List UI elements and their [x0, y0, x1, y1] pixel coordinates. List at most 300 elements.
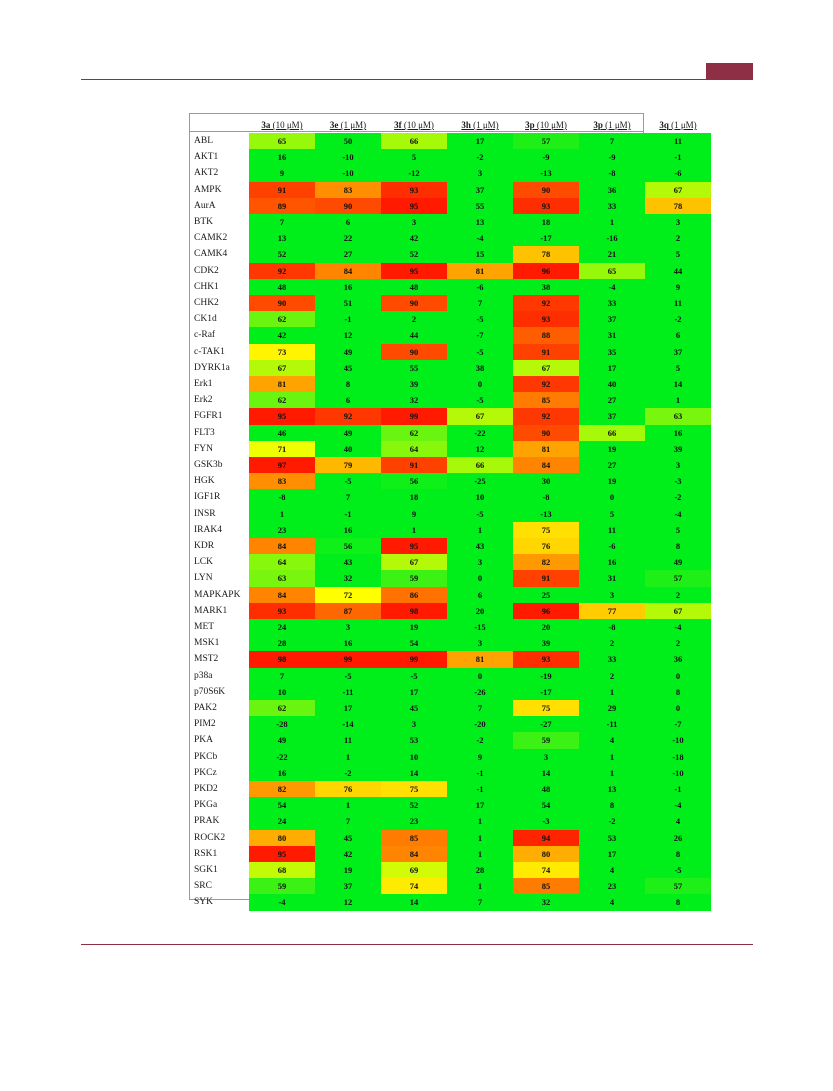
- table-row: [190, 554, 683, 570]
- inhibition-cell: 1: [447, 813, 513, 829]
- inhibition-cell: 0: [645, 700, 711, 716]
- inhibition-cell: -4: [645, 797, 711, 813]
- inhibition-cell: 9: [645, 279, 711, 295]
- table-row: [190, 603, 683, 619]
- inhibition-cell: 8: [645, 684, 711, 700]
- inhibition-cell: 27: [579, 392, 645, 408]
- inhibition-cell: 1: [447, 522, 513, 538]
- table-row: [190, 198, 683, 214]
- inhibition-cell: 14: [381, 765, 447, 781]
- inhibition-cell: 89: [249, 198, 315, 214]
- inhibition-cell: 0: [447, 570, 513, 586]
- inhibition-cell: 93: [513, 651, 579, 667]
- inhibition-cell: 12: [447, 441, 513, 457]
- table-row: [190, 765, 684, 781]
- inhibition-cell: -1: [447, 781, 513, 797]
- inhibition-cell: 9: [447, 749, 513, 765]
- table-row: [190, 878, 683, 894]
- inhibition-cell: 7: [447, 295, 513, 311]
- inhibition-cell: -22: [447, 425, 513, 441]
- inhibition-cell: 7: [249, 214, 315, 230]
- inhibition-cell: 8: [315, 376, 381, 392]
- table-row: [190, 651, 683, 667]
- inhibition-cell: 45: [315, 830, 381, 846]
- inhibition-cell: 11: [315, 732, 381, 748]
- kinase-label: PKCb: [194, 751, 218, 762]
- inhibition-cell: 86: [381, 587, 447, 603]
- inhibition-cell: 7: [447, 894, 513, 910]
- kinase-label: c-Raf: [194, 330, 216, 341]
- inhibition-cell: 80: [249, 830, 315, 846]
- inhibition-cell: 87: [315, 603, 381, 619]
- inhibition-cell: 5: [381, 149, 447, 165]
- kinase-label: CAMK4: [194, 249, 228, 260]
- table-row: [190, 165, 682, 181]
- inhibition-cell: 3: [645, 214, 711, 230]
- table-row: [190, 457, 681, 473]
- inhibition-cell: 93: [381, 182, 447, 198]
- inhibition-cell: -4: [447, 230, 513, 246]
- column-header: [447, 114, 513, 132]
- inhibition-cell: 8: [645, 846, 711, 862]
- kinase-label: SGK1: [194, 865, 218, 875]
- kinase-label: FYN: [194, 443, 214, 454]
- inhibition-cell: 81: [513, 441, 579, 457]
- inhibition-cell: 3: [447, 554, 513, 570]
- inhibition-cell: 16: [579, 554, 645, 570]
- inhibition-cell: 13: [447, 214, 513, 230]
- inhibition-cell: 17: [579, 360, 645, 376]
- inhibition-cell: 12: [315, 894, 381, 910]
- inhibition-cell: 2: [645, 587, 711, 603]
- inhibition-cell: 13: [249, 230, 315, 246]
- inhibition-cell: 66: [447, 457, 513, 473]
- inhibition-cell: -2: [645, 311, 711, 327]
- inhibition-cell: 3: [579, 587, 645, 603]
- column-header: [513, 114, 579, 132]
- inhibition-cell: 3: [513, 749, 579, 765]
- inhibition-cell: 1: [447, 846, 513, 862]
- inhibition-cell: 80: [513, 846, 579, 862]
- inhibition-cell: 84: [315, 263, 381, 279]
- inhibition-cell: 65: [249, 133, 315, 149]
- kinase-label: CK1d: [194, 314, 217, 325]
- inhibition-cell: 18: [513, 214, 579, 230]
- inhibition-cell: 7: [249, 668, 315, 684]
- inhibition-cell: 90: [513, 182, 579, 198]
- inhibition-cell: 74: [381, 878, 447, 894]
- inhibition-cell: 14: [513, 765, 579, 781]
- inhibition-cell: 90: [381, 344, 447, 360]
- inhibition-cell: 17: [579, 846, 645, 862]
- inhibition-cell: 54: [513, 797, 579, 813]
- inhibition-cell: -10: [645, 732, 711, 748]
- inhibition-cell: 91: [249, 182, 315, 198]
- kinase-label: SYK: [194, 897, 214, 908]
- kinase-label: MST2: [194, 654, 219, 665]
- inhibition-cell: 68: [249, 862, 315, 878]
- inhibition-cell: 67: [513, 360, 579, 376]
- inhibition-cell: 45: [381, 700, 447, 716]
- table-row: [190, 489, 682, 505]
- inhibition-cell: 16: [249, 765, 315, 781]
- inhibition-cell: 48: [513, 781, 579, 797]
- inhibition-cell: 48: [249, 279, 315, 295]
- inhibition-cell: 20: [513, 619, 579, 635]
- kinase-label: CAMK2: [194, 233, 228, 244]
- compound-id: 3a: [261, 120, 271, 130]
- inhibition-cell: 20: [447, 603, 513, 619]
- inhibition-cell: 1: [315, 797, 381, 813]
- inhibition-cell: 11: [645, 133, 711, 149]
- inhibition-cell: 8: [645, 538, 711, 554]
- kinase-label: AurA: [194, 200, 216, 211]
- inhibition-cell: 0: [447, 668, 513, 684]
- inhibition-cell: 66: [579, 425, 645, 441]
- table-row: [190, 408, 683, 424]
- inhibition-cell: 99: [315, 651, 381, 667]
- inhibition-cell: 16: [249, 149, 315, 165]
- inhibition-cell: 7: [315, 489, 381, 505]
- inhibition-cell: -5: [645, 862, 711, 878]
- concentration: (1 μM): [602, 120, 631, 130]
- inhibition-cell: 1: [447, 878, 513, 894]
- inhibition-cell: 73: [249, 344, 315, 360]
- table-row: [190, 635, 681, 651]
- table-row: [190, 344, 683, 360]
- inhibition-cell: -3: [513, 813, 579, 829]
- inhibition-cell: 3: [381, 716, 447, 732]
- inhibition-cell: 8: [645, 894, 711, 910]
- kinase-label: LCK: [194, 557, 213, 568]
- column-header: [249, 114, 315, 132]
- inhibition-cell: 23: [249, 522, 315, 538]
- inhibition-cell: -8: [513, 489, 579, 505]
- inhibition-cell: 17: [381, 684, 447, 700]
- inhibition-cell: 53: [381, 732, 447, 748]
- inhibition-cell: 16: [645, 425, 711, 441]
- concentration: (1 μM): [470, 120, 499, 130]
- inhibition-cell: 4: [579, 732, 645, 748]
- inhibition-cell: 1: [249, 506, 315, 522]
- inhibition-cell: 30: [513, 473, 579, 489]
- table-row: [190, 716, 682, 732]
- inhibition-cell: 2: [645, 635, 711, 651]
- kinase-label: IGF1R: [194, 492, 221, 503]
- inhibition-cell: 56: [381, 473, 447, 489]
- inhibition-cell: 69: [381, 862, 447, 878]
- inhibition-cell: -1: [315, 311, 381, 327]
- inhibition-cell: 7: [315, 813, 381, 829]
- inhibition-cell: 64: [249, 554, 315, 570]
- inhibition-cell: -2: [579, 813, 645, 829]
- inhibition-cell: 37: [315, 878, 381, 894]
- inhibition-cell: 5: [579, 506, 645, 522]
- inhibition-cell: 38: [513, 279, 579, 295]
- kinase-label: AKT2: [194, 168, 219, 179]
- kinase-label: c-TAK1: [194, 346, 225, 357]
- inhibition-cell: -6: [447, 279, 513, 295]
- inhibition-cell: 36: [645, 651, 711, 667]
- inhibition-cell: -9: [513, 149, 579, 165]
- inhibition-cell: -3: [645, 473, 711, 489]
- inhibition-cell: -14: [315, 716, 381, 732]
- inhibition-cell: -1: [447, 765, 513, 781]
- inhibition-cell: 12: [315, 327, 381, 343]
- inhibition-cell: 95: [249, 846, 315, 862]
- inhibition-cell: 91: [513, 570, 579, 586]
- inhibition-cell: 62: [249, 311, 315, 327]
- inhibition-cell: 57: [645, 570, 711, 586]
- table-row: [190, 619, 682, 635]
- inhibition-cell: 1: [447, 830, 513, 846]
- inhibition-cell: 67: [447, 408, 513, 424]
- table-row: [190, 230, 681, 246]
- table-header-row: [190, 114, 697, 132]
- inhibition-cell: -20: [447, 716, 513, 732]
- kinase-label: MET: [194, 622, 215, 632]
- inhibition-cell: -1: [645, 781, 711, 797]
- kinase-label: PKCz: [194, 767, 217, 778]
- table-row: [190, 684, 681, 700]
- inhibition-cell: 39: [381, 376, 447, 392]
- inhibition-cell: 17: [315, 700, 381, 716]
- inhibition-cell: 36: [579, 182, 645, 198]
- inhibition-cell: 50: [315, 133, 381, 149]
- inhibition-cell: -7: [447, 327, 513, 343]
- inhibition-cell: 92: [315, 408, 381, 424]
- inhibition-cell: 10: [381, 749, 447, 765]
- inhibition-cell: 71: [249, 441, 315, 457]
- inhibition-cell: 51: [315, 295, 381, 311]
- inhibition-cell: 79: [315, 457, 381, 473]
- inhibition-cell: 88: [513, 327, 579, 343]
- inhibition-cell: -2: [645, 489, 711, 505]
- inhibition-cell: 39: [513, 635, 579, 651]
- inhibition-cell: 6: [315, 214, 381, 230]
- compound-id: 3p: [525, 120, 535, 130]
- concentration: (10 μM): [270, 120, 303, 130]
- kinase-label: GSK3b: [194, 460, 223, 470]
- inhibition-cell: -25: [447, 473, 513, 489]
- inhibition-cell: 23: [381, 813, 447, 829]
- kinase-label: HGK: [194, 476, 215, 487]
- inhibition-cell: 84: [249, 538, 315, 554]
- inhibition-cell: 19: [579, 441, 645, 457]
- inhibition-cell: 98: [249, 651, 315, 667]
- kinase-label: Erk1: [194, 379, 213, 389]
- kinase-label: LYN: [194, 573, 213, 584]
- kinase-inhibition-table: [189, 113, 697, 908]
- inhibition-cell: -16: [579, 230, 645, 246]
- inhibition-cell: -2: [447, 732, 513, 748]
- inhibition-cell: 45: [315, 360, 381, 376]
- kinase-label: FGFR1: [194, 411, 223, 422]
- inhibition-cell: 67: [381, 554, 447, 570]
- inhibition-cell: 10: [447, 489, 513, 505]
- table-row: [190, 570, 683, 586]
- inhibition-cell: 42: [381, 230, 447, 246]
- table-row: [190, 263, 683, 279]
- kinase-label: FLT3: [194, 427, 215, 438]
- table-row: [190, 133, 683, 149]
- kinase-label: SRC: [194, 881, 212, 892]
- inhibition-cell: 85: [513, 392, 579, 408]
- kinase-label: p38a: [194, 670, 213, 681]
- inhibition-cell: 1: [579, 749, 645, 765]
- kinase-label: PKGa: [194, 800, 218, 811]
- table-row: [190, 749, 684, 765]
- kinase-label: INSR: [194, 508, 216, 519]
- inhibition-cell: 4: [579, 862, 645, 878]
- inhibition-cell: 3: [315, 619, 381, 635]
- inhibition-cell: 33: [579, 198, 645, 214]
- inhibition-cell: 83: [249, 473, 315, 489]
- inhibition-cell: 67: [249, 360, 315, 376]
- inhibition-cell: 90: [513, 425, 579, 441]
- inhibition-cell: 19: [315, 862, 381, 878]
- inhibition-cell: 95: [249, 408, 315, 424]
- kinase-label: p70S6K: [194, 686, 226, 697]
- inhibition-cell: 75: [381, 781, 447, 797]
- inhibition-cell: 62: [249, 392, 315, 408]
- inhibition-cell: -5: [315, 473, 381, 489]
- table-row: [190, 862, 682, 878]
- inhibition-cell: 72: [315, 587, 381, 603]
- inhibition-cell: -10: [315, 149, 381, 165]
- header-accent-tab: [706, 63, 753, 79]
- inhibition-cell: -22: [249, 749, 315, 765]
- inhibition-cell: 1: [315, 749, 381, 765]
- compound-id: 3f: [394, 120, 402, 130]
- inhibition-cell: 64: [381, 441, 447, 457]
- column-header: [381, 114, 447, 132]
- inhibition-cell: -11: [315, 684, 381, 700]
- inhibition-cell: -27: [513, 716, 579, 732]
- inhibition-cell: 85: [513, 878, 579, 894]
- inhibition-cell: 42: [315, 846, 381, 862]
- inhibition-cell: 75: [513, 700, 579, 716]
- inhibition-cell: -1: [645, 149, 711, 165]
- inhibition-cell: 16: [315, 635, 381, 651]
- table-row: [190, 732, 684, 748]
- inhibition-cell: 1: [579, 765, 645, 781]
- inhibition-cell: 1: [381, 522, 447, 538]
- inhibition-cell: -12: [381, 165, 447, 181]
- inhibition-cell: 59: [381, 570, 447, 586]
- inhibition-cell: 28: [249, 635, 315, 651]
- inhibition-cell: 29: [579, 700, 645, 716]
- table-row: [190, 376, 683, 392]
- kinase-label: MARK1: [194, 605, 228, 616]
- table-row: [190, 441, 683, 457]
- inhibition-cell: 42: [249, 327, 315, 343]
- inhibition-cell: 5: [645, 360, 711, 376]
- table-row: [190, 149, 682, 165]
- table-row: [190, 327, 681, 343]
- inhibition-cell: 11: [579, 522, 645, 538]
- table-row: [190, 425, 683, 441]
- inhibition-cell: 85: [381, 830, 447, 846]
- table-row: [190, 473, 682, 489]
- inhibition-cell: 57: [513, 133, 579, 149]
- inhibition-cell: 90: [249, 295, 315, 311]
- inhibition-cell: 39: [645, 441, 711, 457]
- kinase-label: PAK2: [194, 703, 217, 713]
- inhibition-cell: 95: [381, 198, 447, 214]
- kinase-label: KDR: [194, 541, 215, 551]
- inhibition-cell: 24: [249, 619, 315, 635]
- kinase-label: CHK1: [194, 281, 219, 292]
- inhibition-cell: 78: [513, 246, 579, 262]
- inhibition-cell: 27: [315, 246, 381, 262]
- inhibition-cell: 4: [645, 813, 711, 829]
- inhibition-cell: 6: [447, 587, 513, 603]
- inhibition-cell: -17: [513, 230, 579, 246]
- footer-rule: [81, 944, 753, 945]
- inhibition-cell: 27: [579, 457, 645, 473]
- inhibition-cell: 53: [579, 830, 645, 846]
- kinase-label: IRAK4: [194, 524, 222, 535]
- header-rule: [81, 79, 753, 80]
- inhibition-cell: 91: [513, 344, 579, 360]
- inhibition-cell: 65: [579, 263, 645, 279]
- inhibition-cell: 9: [249, 165, 315, 181]
- inhibition-cell: 40: [315, 441, 381, 457]
- inhibition-cell: 37: [579, 311, 645, 327]
- inhibition-cell: 83: [315, 182, 381, 198]
- table-row: [190, 246, 681, 262]
- concentration: (1 μM): [668, 120, 697, 130]
- inhibition-cell: 13: [579, 781, 645, 797]
- inhibition-cell: 92: [249, 263, 315, 279]
- inhibition-cell: 37: [645, 344, 711, 360]
- inhibition-cell: 84: [381, 846, 447, 862]
- inhibition-cell: -2: [447, 149, 513, 165]
- inhibition-cell: 0: [579, 489, 645, 505]
- inhibition-cell: 17: [447, 133, 513, 149]
- inhibition-cell: -13: [513, 165, 579, 181]
- inhibition-cell: -17: [513, 684, 579, 700]
- inhibition-cell: 28: [447, 862, 513, 878]
- inhibition-cell: -6: [579, 538, 645, 554]
- inhibition-cell: -4: [645, 619, 711, 635]
- table-row: [190, 700, 681, 716]
- inhibition-cell: 99: [381, 408, 447, 424]
- table-row: [190, 506, 682, 522]
- inhibition-cell: 6: [315, 392, 381, 408]
- compound-id: 3h: [461, 120, 471, 130]
- inhibition-cell: 14: [645, 376, 711, 392]
- inhibition-cell: 22: [315, 230, 381, 246]
- inhibition-cell: -8: [579, 619, 645, 635]
- inhibition-cell: 5: [645, 522, 711, 538]
- inhibition-cell: -19: [513, 668, 579, 684]
- inhibition-cell: -26: [447, 684, 513, 700]
- inhibition-cell: 59: [513, 732, 579, 748]
- inhibition-cell: 55: [447, 198, 513, 214]
- inhibition-cell: 96: [513, 263, 579, 279]
- inhibition-cell: 7: [579, 133, 645, 149]
- inhibition-cell: 67: [645, 182, 711, 198]
- inhibition-cell: 17: [447, 797, 513, 813]
- inhibition-cell: 67: [645, 603, 711, 619]
- table-row: [190, 279, 681, 295]
- inhibition-cell: 84: [513, 457, 579, 473]
- table-row: [190, 894, 681, 910]
- compound-id: 3p: [593, 120, 603, 130]
- inhibition-cell: 11: [645, 295, 711, 311]
